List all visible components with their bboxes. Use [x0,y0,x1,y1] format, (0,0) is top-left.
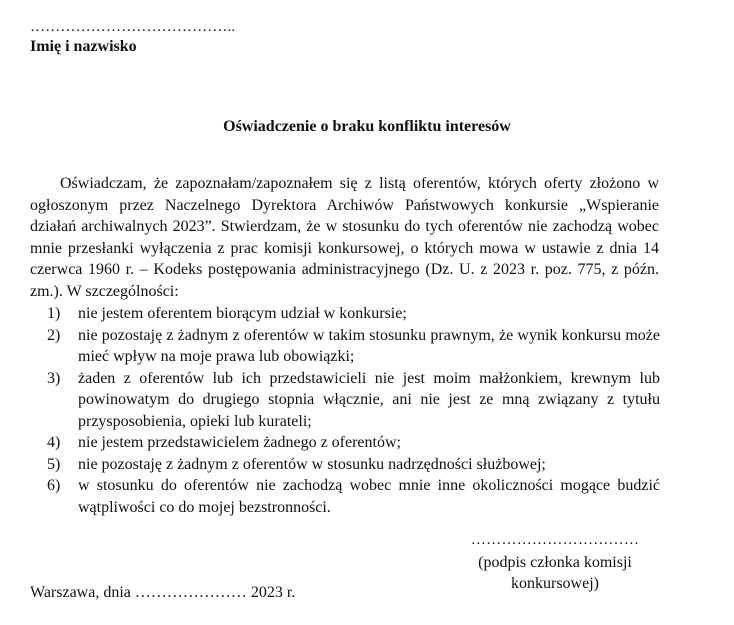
list-item [30,432,660,454]
conditions-list [30,303,660,518]
list-item-number: 1) [47,305,61,322]
signature-caption-line1: (podpis członka komisji [478,553,632,571]
list-item-number: 4) [47,434,61,451]
list-item-number: 6) [47,477,61,494]
list-item-text: nie pozostaję z żadnym z oferentów w stosunku nadrzędności służbowej; [78,455,546,473]
name-label: Imię i nazwisko [30,38,137,55]
signature-line: …………………………… [470,532,640,548]
list-item-number: 3) [47,369,61,387]
list-item [30,303,660,325]
list-item-text: nie jestem przedstawicielem żadnego z oferentów; [78,434,401,451]
list-item [30,475,660,518]
list-item-text: żaden z oferentów lub ich przedstawicieli nie jest moim małżonkiem, krewnym lub powinowatym do drugiego stopnia włącznie, ani nie jest ze mną związany z tytułu przysposobienia, opieki lub kurateli; [78,369,660,430]
list-item [30,325,660,368]
list-item-text: w stosunku do oferentów nie zachodzą wobec mnie inne okoliczności mogące budzić wątpliwości co do mojej bezstronności. [78,477,660,516]
list-item-number: 2) [47,326,61,344]
name-signature-line: ………………………………….. [30,19,236,35]
signature-caption-line2: konkursowej) [511,575,599,592]
list-item-text: nie pozostaję z żadnym z oferentów w takim stosunku prawnym, że wynik konkursu może mieć wpływ na moje prawa lub obowiązki; [78,326,660,365]
list-item [30,368,660,433]
list-item [30,454,660,476]
place-date: Warszawa, dnia ………………… 2023 r. [30,584,296,601]
document-title: Oświadczenie o braku konfliktu interesów [223,118,511,135]
signature-block [430,530,680,595]
intro-paragraph: Oświadczam, że zapoznałam/zapoznałem się z listą oferentów, których oferty złożono w ogłoszonym przez Naczelnego Dyrektora Archiwów Państwowych konkursie „Wspieranie działań archiwalnych 2023”. Stwierdzam, że w stosunku do tych oferentów nie zachodzą wobec mnie przesłanki wyłączenia z prac komisji konkursowej, o których mowa w ustawie z dnia 14 czerwca 1960 r. – Kodeks postępowania administracyjnego (Dz. U. z 2023 r. poz. 775, z późn. zm.). W szczególności: [30,175,659,300]
list-item-number: 5) [47,455,61,473]
list-item-text: nie jestem oferentem biorącym udział w konkursie; [78,305,407,322]
